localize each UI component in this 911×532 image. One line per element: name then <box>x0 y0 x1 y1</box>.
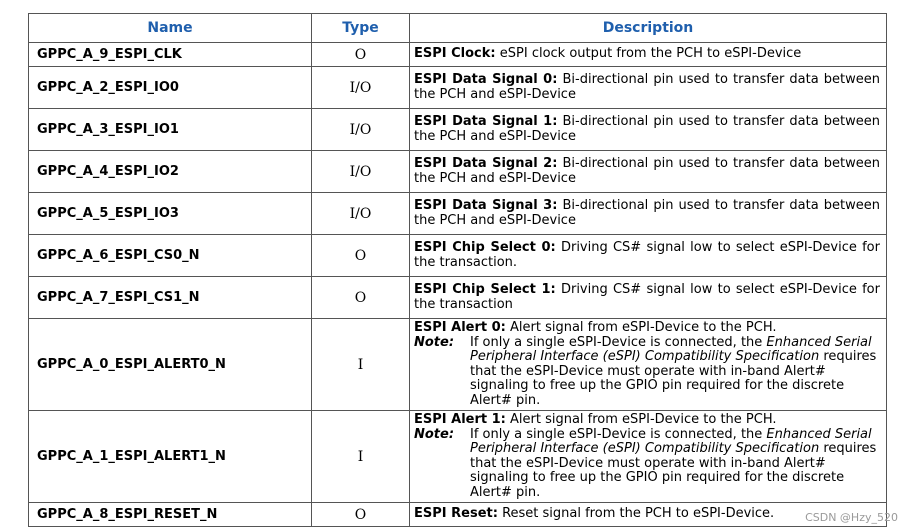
table-row <box>29 67 887 109</box>
signal-description <box>410 151 887 193</box>
signal-type: I/O <box>312 67 410 109</box>
table-row <box>29 43 887 67</box>
table-row <box>29 277 887 319</box>
signal-description <box>410 235 887 277</box>
table-row <box>29 503 887 527</box>
description-label: ESPI Chip Select 0: <box>414 240 556 255</box>
description-text: Bi-directional pin used to transfer data between the PCH and eSPI-Device <box>414 114 881 144</box>
note-text-pre: If only a single eSPI-Device is connected, the <box>470 334 767 350</box>
note-spec-title: Enhanced Serial Peripheral Interface (eSPI) Compatibility Specification <box>470 426 872 456</box>
description-line <box>414 321 880 336</box>
header-row <box>29 14 887 43</box>
signal-description <box>410 109 887 151</box>
note-text <box>470 428 880 501</box>
note-block <box>414 428 880 501</box>
signal-type: O <box>312 277 410 319</box>
description-label: ESPI Data Signal 0: <box>414 72 558 87</box>
table-row <box>29 109 887 151</box>
description-label: ESPI Clock: <box>414 46 496 62</box>
signal-name: GPPC_A_5_ESPI_IO3 <box>29 193 312 235</box>
signal-description <box>410 67 887 109</box>
description-text: Driving CS# signal low to select eSPI-Device for the transaction <box>414 282 880 312</box>
header-name: Name <box>29 14 312 43</box>
description-text: Bi-directional pin used to transfer data between the PCH and eSPI-Device <box>414 156 881 186</box>
signal-type: I/O <box>312 151 410 193</box>
note-label: Note: <box>414 426 455 442</box>
signal-type: O <box>312 503 410 527</box>
signal-type: I <box>312 319 410 411</box>
description-text: Bi-directional pin used to transfer data between the PCH and eSPI-Device <box>414 72 881 102</box>
signal-description <box>410 319 887 411</box>
header-description: Description <box>410 14 887 43</box>
note-label: Note: <box>414 334 455 350</box>
signal-name: GPPC_A_3_ESPI_IO1 <box>29 109 312 151</box>
description-label: ESPI Data Signal 2: <box>414 156 558 171</box>
signal-description <box>410 277 887 319</box>
note-block <box>414 336 880 409</box>
description-label: ESPI Data Signal 1: <box>414 114 558 129</box>
signal-table <box>28 13 887 527</box>
description-label: ESPI Data Signal 3: <box>414 198 558 213</box>
signal-type: I/O <box>312 109 410 151</box>
description-text: Alert signal from eSPI-Device to the PCH. <box>505 412 777 427</box>
signal-name: GPPC_A_6_ESPI_CS0_N <box>29 235 312 277</box>
signal-type: O <box>312 235 410 277</box>
table-row <box>29 235 887 277</box>
signal-description <box>410 411 887 503</box>
signal-name: GPPC_A_7_ESPI_CS1_N <box>29 277 312 319</box>
description-text: eSPI clock output from the PCH to eSPI-Device <box>495 46 802 62</box>
description-label: ESPI Alert 1: <box>414 412 506 427</box>
table-row <box>29 151 887 193</box>
note-text <box>470 336 880 409</box>
description-text: Alert signal from eSPI-Device to the PCH. <box>505 320 777 335</box>
header-type: Type <box>312 14 410 43</box>
description-text: Bi-directional pin used to transfer data between the PCH and eSPI-Device <box>414 198 881 228</box>
signal-type: I/O <box>312 193 410 235</box>
description-label: ESPI Reset: <box>414 506 498 522</box>
signal-name: GPPC_A_0_ESPI_ALERT0_N <box>29 319 312 411</box>
note-spec-title: Enhanced Serial Peripheral Interface (eSPI) Compatibility Specification <box>470 334 872 364</box>
table-row <box>29 193 887 235</box>
signal-description <box>410 193 887 235</box>
signal-name: GPPC_A_2_ESPI_IO0 <box>29 67 312 109</box>
signal-description <box>410 43 887 67</box>
description-text: Driving CS# signal low to select eSPI-Device for the transaction. <box>414 240 880 270</box>
signal-name: GPPC_A_1_ESPI_ALERT1_N <box>29 411 312 503</box>
signal-type: O <box>312 43 410 67</box>
signal-type: I <box>312 411 410 503</box>
watermark: CSDN @Hzy_520 <box>805 511 898 524</box>
description-label: ESPI Alert 0: <box>414 320 506 335</box>
signal-name: GPPC_A_9_ESPI_CLK <box>29 43 312 67</box>
signal-name: GPPC_A_4_ESPI_IO2 <box>29 151 312 193</box>
signal-name: GPPC_A_8_ESPI_RESET_N <box>29 503 312 527</box>
table-row <box>29 411 887 503</box>
description-text: Reset signal from the PCH to eSPI-Device. <box>497 506 775 522</box>
note-text-post: requires that the eSPI-Device must operate with in-band Alert# signaling to free up the GPIO pin required for the discrete Alert# pin. <box>470 349 877 408</box>
table-row <box>29 319 887 411</box>
note-text-post: requires that the eSPI-Device must operate with in-band Alert# signaling to free up the GPIO pin required for the discrete Alert# pin. <box>470 441 877 500</box>
description-line <box>414 413 880 428</box>
note-text-pre: If only a single eSPI-Device is connected, the <box>470 426 767 442</box>
description-label: ESPI Chip Select 1: <box>414 282 556 297</box>
